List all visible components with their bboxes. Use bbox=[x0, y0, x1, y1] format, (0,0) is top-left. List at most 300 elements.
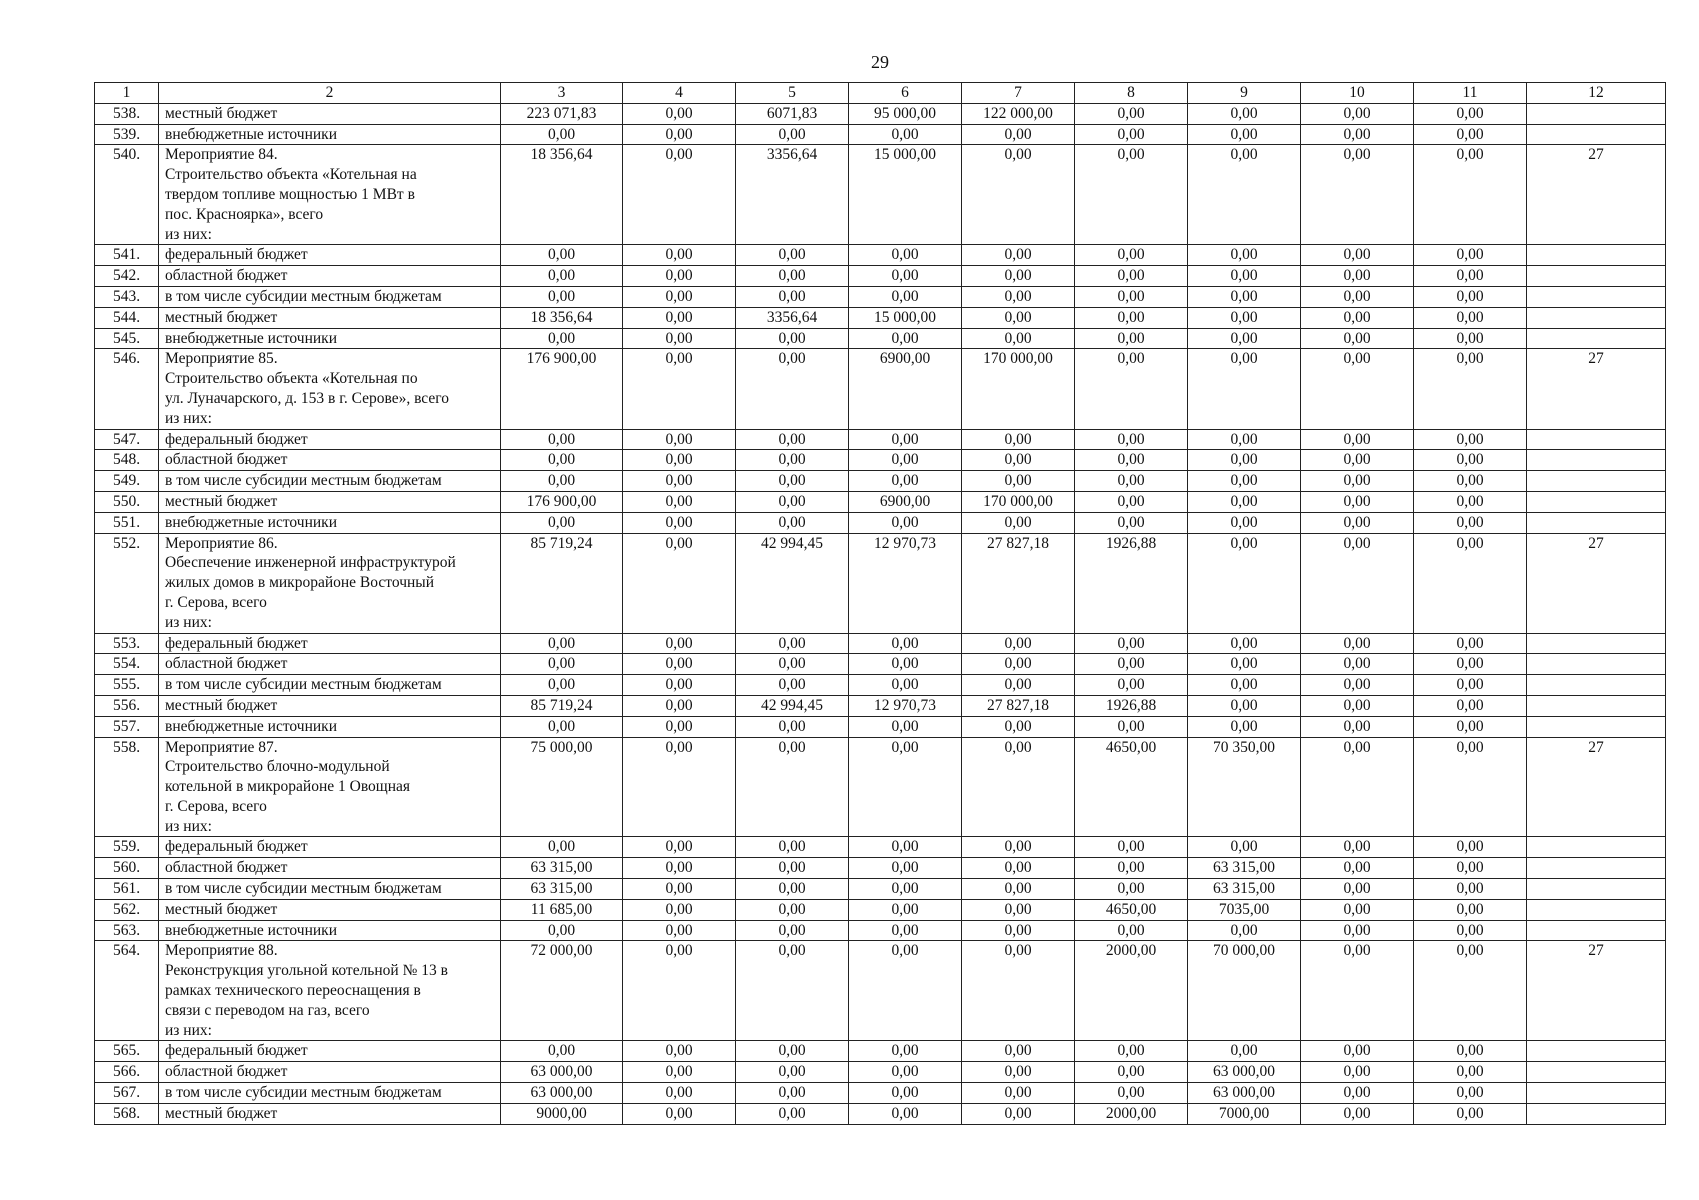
table-row bbox=[95, 349, 1666, 429]
item-name-line: федеральный бюджет bbox=[165, 1042, 308, 1060]
amount-cell: 0,00 bbox=[849, 899, 962, 920]
amount-cell: 0,00 bbox=[1301, 328, 1414, 349]
item-name bbox=[159, 471, 501, 492]
amount-cell: 0,00 bbox=[501, 286, 623, 307]
amount-cell: 0,00 bbox=[623, 941, 736, 1041]
amount-cell: 0,00 bbox=[962, 737, 1075, 837]
item-name-line: внебюджетные источники bbox=[165, 513, 337, 531]
amount-cell: 0,00 bbox=[501, 920, 623, 941]
item-name bbox=[159, 533, 501, 633]
amount-cell: 0,00 bbox=[1414, 858, 1527, 879]
amount-cell: 0,00 bbox=[962, 858, 1075, 879]
amount-cell: 0,00 bbox=[623, 837, 736, 858]
amount-cell: 2000,00 bbox=[1075, 1103, 1188, 1124]
table-row bbox=[95, 633, 1666, 654]
row-number: 552. bbox=[95, 533, 159, 633]
amount-cell: 18 356,64 bbox=[501, 145, 623, 245]
amount-cell: 0,00 bbox=[501, 716, 623, 737]
amount-cell: 0,00 bbox=[501, 654, 623, 675]
item-name-line: из них: bbox=[165, 817, 212, 835]
amount-cell: 0,00 bbox=[623, 879, 736, 900]
amount-cell: 0,00 bbox=[1414, 675, 1527, 696]
column-header: 1 bbox=[95, 83, 159, 104]
row-number: 564. bbox=[95, 941, 159, 1041]
amount-cell: 176 900,00 bbox=[501, 491, 623, 512]
amount-cell: 0,00 bbox=[623, 307, 736, 328]
item-name bbox=[159, 429, 501, 450]
item-name-line: Реконструкция угольной котельной № 13 в bbox=[165, 962, 448, 980]
item-name bbox=[159, 266, 501, 287]
amount-cell: 0,00 bbox=[1188, 145, 1301, 245]
row-number: 548. bbox=[95, 450, 159, 471]
target-ref-cell: 27 bbox=[1527, 533, 1666, 633]
table-row bbox=[95, 471, 1666, 492]
amount-cell: 63 315,00 bbox=[1188, 879, 1301, 900]
item-name-line: Строительство блочно-модульной bbox=[165, 758, 390, 776]
amount-cell: 70 000,00 bbox=[1188, 941, 1301, 1041]
amount-cell: 0,00 bbox=[962, 654, 1075, 675]
amount-cell: 0,00 bbox=[623, 920, 736, 941]
target-ref-cell bbox=[1527, 675, 1666, 696]
amount-cell: 0,00 bbox=[1414, 737, 1527, 837]
table-row bbox=[95, 1041, 1666, 1062]
amount-cell: 0,00 bbox=[623, 471, 736, 492]
amount-cell: 0,00 bbox=[962, 941, 1075, 1041]
amount-cell: 0,00 bbox=[1414, 286, 1527, 307]
amount-cell: 0,00 bbox=[1188, 471, 1301, 492]
amount-cell: 0,00 bbox=[1075, 471, 1188, 492]
row-number: 546. bbox=[95, 349, 159, 429]
target-ref-cell: 27 bbox=[1527, 941, 1666, 1041]
amount-cell: 0,00 bbox=[849, 920, 962, 941]
amount-cell: 0,00 bbox=[736, 328, 849, 349]
table-row bbox=[95, 266, 1666, 287]
amount-cell: 122 000,00 bbox=[962, 103, 1075, 124]
amount-cell: 0,00 bbox=[1301, 1103, 1414, 1124]
table-row bbox=[95, 695, 1666, 716]
amount-cell: 0,00 bbox=[962, 124, 1075, 145]
column-header: 9 bbox=[1188, 83, 1301, 104]
amount-cell: 0,00 bbox=[1188, 245, 1301, 266]
amount-cell: 95 000,00 bbox=[849, 103, 962, 124]
amount-cell: 0,00 bbox=[1075, 675, 1188, 696]
table-row bbox=[95, 245, 1666, 266]
item-name-line: областной бюджет bbox=[165, 451, 288, 469]
amount-cell: 0,00 bbox=[623, 675, 736, 696]
amount-cell: 0,00 bbox=[1075, 450, 1188, 471]
target-ref-cell: 27 bbox=[1527, 349, 1666, 429]
row-number: 547. bbox=[95, 429, 159, 450]
amount-cell: 0,00 bbox=[501, 245, 623, 266]
table-row bbox=[95, 328, 1666, 349]
amount-cell: 0,00 bbox=[736, 716, 849, 737]
amount-cell: 15 000,00 bbox=[849, 307, 962, 328]
item-name-line: из них: bbox=[165, 1021, 212, 1039]
amount-cell: 0,00 bbox=[1301, 533, 1414, 633]
target-ref-cell bbox=[1527, 245, 1666, 266]
amount-cell: 0,00 bbox=[623, 716, 736, 737]
amount-cell: 176 900,00 bbox=[501, 349, 623, 429]
amount-cell: 0,00 bbox=[736, 654, 849, 675]
target-ref-cell bbox=[1527, 633, 1666, 654]
amount-cell: 0,00 bbox=[1414, 124, 1527, 145]
table-row bbox=[95, 837, 1666, 858]
amount-cell: 0,00 bbox=[1075, 1062, 1188, 1083]
table-row bbox=[95, 286, 1666, 307]
amount-cell: 0,00 bbox=[501, 675, 623, 696]
table-header-row bbox=[95, 83, 1666, 104]
amount-cell: 0,00 bbox=[1188, 675, 1301, 696]
amount-cell: 0,00 bbox=[623, 245, 736, 266]
amount-cell: 6900,00 bbox=[849, 349, 962, 429]
target-ref-cell bbox=[1527, 307, 1666, 328]
amount-cell: 0,00 bbox=[623, 737, 736, 837]
amount-cell: 0,00 bbox=[1075, 1041, 1188, 1062]
item-name-line: Мероприятие 88. bbox=[165, 942, 278, 960]
column-header: 3 bbox=[501, 83, 623, 104]
item-name bbox=[159, 899, 501, 920]
row-number: 566. bbox=[95, 1062, 159, 1083]
amount-cell: 63 315,00 bbox=[501, 858, 623, 879]
amount-cell: 0,00 bbox=[962, 450, 1075, 471]
item-name bbox=[159, 1083, 501, 1104]
amount-cell: 12 970,73 bbox=[849, 695, 962, 716]
table-row bbox=[95, 512, 1666, 533]
row-number: 556. bbox=[95, 695, 159, 716]
amount-cell: 0,00 bbox=[1188, 512, 1301, 533]
amount-cell: 0,00 bbox=[1414, 103, 1527, 124]
target-ref-cell bbox=[1527, 103, 1666, 124]
amount-cell: 0,00 bbox=[1414, 941, 1527, 1041]
target-ref-cell bbox=[1527, 654, 1666, 675]
target-ref-cell bbox=[1527, 837, 1666, 858]
amount-cell: 0,00 bbox=[623, 145, 736, 245]
amount-cell: 0,00 bbox=[1075, 429, 1188, 450]
amount-cell: 0,00 bbox=[736, 286, 849, 307]
item-name-line: г. Серова, всего bbox=[165, 797, 267, 815]
amount-cell: 0,00 bbox=[1414, 1041, 1527, 1062]
amount-cell: 72 000,00 bbox=[501, 941, 623, 1041]
amount-cell: 0,00 bbox=[962, 307, 1075, 328]
amount-cell: 0,00 bbox=[962, 1041, 1075, 1062]
amount-cell: 27 827,18 bbox=[962, 533, 1075, 633]
amount-cell: 0,00 bbox=[1075, 307, 1188, 328]
amount-cell: 0,00 bbox=[1301, 349, 1414, 429]
amount-cell: 0,00 bbox=[736, 450, 849, 471]
amount-cell: 0,00 bbox=[1188, 429, 1301, 450]
amount-cell: 0,00 bbox=[736, 633, 849, 654]
amount-cell: 0,00 bbox=[1414, 145, 1527, 245]
item-name-line: областной бюджет bbox=[165, 859, 288, 877]
item-name-line: федеральный бюджет bbox=[165, 838, 308, 856]
amount-cell: 0,00 bbox=[962, 1103, 1075, 1124]
row-number: 567. bbox=[95, 1083, 159, 1104]
amount-cell: 27 827,18 bbox=[962, 695, 1075, 716]
amount-cell: 0,00 bbox=[849, 633, 962, 654]
column-header: 11 bbox=[1414, 83, 1527, 104]
amount-cell: 0,00 bbox=[1188, 837, 1301, 858]
amount-cell: 63 000,00 bbox=[501, 1062, 623, 1083]
amount-cell: 0,00 bbox=[736, 941, 849, 1041]
amount-cell: 223 071,83 bbox=[501, 103, 623, 124]
amount-cell: 85 719,24 bbox=[501, 533, 623, 633]
amount-cell: 0,00 bbox=[1188, 450, 1301, 471]
amount-cell: 0,00 bbox=[849, 1041, 962, 1062]
amount-cell: 0,00 bbox=[849, 654, 962, 675]
amount-cell: 0,00 bbox=[1301, 837, 1414, 858]
amount-cell: 63 315,00 bbox=[501, 879, 623, 900]
amount-cell: 0,00 bbox=[1414, 654, 1527, 675]
item-name-line: местный бюджет bbox=[165, 308, 278, 326]
table-row bbox=[95, 737, 1666, 837]
amount-cell: 0,00 bbox=[1075, 633, 1188, 654]
item-name bbox=[159, 879, 501, 900]
target-ref-cell: 27 bbox=[1527, 737, 1666, 837]
item-name bbox=[159, 858, 501, 879]
amount-cell: 0,00 bbox=[1301, 675, 1414, 696]
amount-cell: 0,00 bbox=[623, 1062, 736, 1083]
amount-cell: 0,00 bbox=[736, 1041, 849, 1062]
target-ref-cell bbox=[1527, 266, 1666, 287]
target-ref-cell bbox=[1527, 491, 1666, 512]
amount-cell: 0,00 bbox=[1075, 512, 1188, 533]
target-ref-cell bbox=[1527, 471, 1666, 492]
amount-cell: 0,00 bbox=[849, 266, 962, 287]
amount-cell: 0,00 bbox=[1075, 328, 1188, 349]
table-row bbox=[95, 899, 1666, 920]
amount-cell: 0,00 bbox=[1414, 328, 1527, 349]
amount-cell: 0,00 bbox=[1414, 307, 1527, 328]
item-name-line: внебюджетные источники bbox=[165, 125, 337, 143]
item-name-line: Мероприятие 85. bbox=[165, 350, 278, 368]
item-name-line: из них: bbox=[165, 613, 212, 631]
amount-cell: 0,00 bbox=[1414, 512, 1527, 533]
amount-cell: 0,00 bbox=[1075, 124, 1188, 145]
amount-cell: 0,00 bbox=[736, 1083, 849, 1104]
column-header: 4 bbox=[623, 83, 736, 104]
amount-cell: 0,00 bbox=[1414, 533, 1527, 633]
amount-cell: 0,00 bbox=[962, 716, 1075, 737]
item-name-line: внебюджетные источники bbox=[165, 717, 337, 735]
amount-cell: 0,00 bbox=[736, 471, 849, 492]
item-name bbox=[159, 103, 501, 124]
table-row bbox=[95, 941, 1666, 1041]
item-name-line: в том числе субсидии местным бюджетам bbox=[165, 676, 442, 694]
amount-cell: 0,00 bbox=[1075, 837, 1188, 858]
amount-cell: 85 719,24 bbox=[501, 695, 623, 716]
amount-cell: 0,00 bbox=[623, 450, 736, 471]
row-number: 541. bbox=[95, 245, 159, 266]
target-ref-cell bbox=[1527, 858, 1666, 879]
amount-cell: 1926,88 bbox=[1075, 695, 1188, 716]
amount-cell: 0,00 bbox=[623, 654, 736, 675]
amount-cell: 0,00 bbox=[1188, 920, 1301, 941]
amount-cell: 0,00 bbox=[1414, 1083, 1527, 1104]
amount-cell: 0,00 bbox=[623, 103, 736, 124]
amount-cell: 0,00 bbox=[501, 266, 623, 287]
item-name-line: Строительство объекта «Котельная на bbox=[165, 166, 417, 184]
item-name-line: твердом топливе мощностью 1 МВт в bbox=[165, 185, 415, 203]
amount-cell: 0,00 bbox=[1301, 899, 1414, 920]
item-name bbox=[159, 716, 501, 737]
amount-cell: 0,00 bbox=[623, 1041, 736, 1062]
amount-cell: 4650,00 bbox=[1075, 899, 1188, 920]
amount-cell: 0,00 bbox=[623, 899, 736, 920]
item-name-line: Мероприятие 86. bbox=[165, 534, 278, 552]
amount-cell: 0,00 bbox=[736, 491, 849, 512]
amount-cell: 0,00 bbox=[962, 920, 1075, 941]
amount-cell: 0,00 bbox=[1188, 103, 1301, 124]
amount-cell: 0,00 bbox=[1301, 245, 1414, 266]
amount-cell: 0,00 bbox=[1414, 716, 1527, 737]
amount-cell: 15 000,00 bbox=[849, 145, 962, 245]
target-ref-cell bbox=[1527, 286, 1666, 307]
amount-cell: 4650,00 bbox=[1075, 737, 1188, 837]
item-name-line: Мероприятие 87. bbox=[165, 738, 278, 756]
item-name-line: местный бюджет bbox=[165, 1104, 278, 1122]
amount-cell: 0,00 bbox=[1188, 349, 1301, 429]
amount-cell: 12 970,73 bbox=[849, 533, 962, 633]
table-row bbox=[95, 654, 1666, 675]
amount-cell: 0,00 bbox=[1301, 920, 1414, 941]
item-name bbox=[159, 737, 501, 837]
amount-cell: 0,00 bbox=[1188, 1041, 1301, 1062]
amount-cell: 0,00 bbox=[1075, 286, 1188, 307]
amount-cell: 0,00 bbox=[1188, 633, 1301, 654]
amount-cell: 0,00 bbox=[736, 429, 849, 450]
amount-cell: 0,00 bbox=[962, 512, 1075, 533]
row-number: 543. bbox=[95, 286, 159, 307]
amount-cell: 0,00 bbox=[623, 124, 736, 145]
item-name-line: федеральный бюджет bbox=[165, 246, 308, 264]
amount-cell: 0,00 bbox=[1301, 1041, 1414, 1062]
row-number: 558. bbox=[95, 737, 159, 837]
amount-cell: 0,00 bbox=[849, 471, 962, 492]
row-number: 559. bbox=[95, 837, 159, 858]
amount-cell: 63 000,00 bbox=[1188, 1083, 1301, 1104]
amount-cell: 0,00 bbox=[849, 941, 962, 1041]
amount-cell: 3356,64 bbox=[736, 145, 849, 245]
amount-cell: 0,00 bbox=[962, 266, 1075, 287]
amount-cell: 0,00 bbox=[736, 737, 849, 837]
amount-cell: 0,00 bbox=[1075, 103, 1188, 124]
amount-cell: 0,00 bbox=[1301, 266, 1414, 287]
item-name-line: Строительство объекта «Котельная по bbox=[165, 370, 418, 388]
amount-cell: 0,00 bbox=[736, 675, 849, 696]
amount-cell: 0,00 bbox=[849, 1083, 962, 1104]
amount-cell: 0,00 bbox=[736, 245, 849, 266]
table-row bbox=[95, 1083, 1666, 1104]
item-name bbox=[159, 450, 501, 471]
target-ref-cell bbox=[1527, 429, 1666, 450]
item-name-line: в том числе субсидии местным бюджетам bbox=[165, 880, 442, 898]
amount-cell: 0,00 bbox=[1301, 654, 1414, 675]
item-name bbox=[159, 491, 501, 512]
amount-cell: 0,00 bbox=[623, 1103, 736, 1124]
amount-cell: 0,00 bbox=[1414, 920, 1527, 941]
amount-cell: 0,00 bbox=[1414, 1103, 1527, 1124]
amount-cell: 0,00 bbox=[623, 633, 736, 654]
amount-cell: 1926,88 bbox=[1075, 533, 1188, 633]
amount-cell: 0,00 bbox=[501, 837, 623, 858]
row-number: 544. bbox=[95, 307, 159, 328]
item-name-line: областной бюджет bbox=[165, 655, 288, 673]
amount-cell: 63 000,00 bbox=[501, 1083, 623, 1104]
amount-cell: 0,00 bbox=[736, 879, 849, 900]
amount-cell: 6071,83 bbox=[736, 103, 849, 124]
item-name-line: жилых домов в микрорайоне Восточный bbox=[165, 574, 434, 592]
table-row bbox=[95, 491, 1666, 512]
target-ref-cell bbox=[1527, 716, 1666, 737]
row-number: 568. bbox=[95, 1103, 159, 1124]
item-name-line: в том числе субсидии местным бюджетам bbox=[165, 287, 442, 305]
item-name-line: Обеспечение инженерной инфраструктурой bbox=[165, 554, 456, 572]
amount-cell: 0,00 bbox=[623, 695, 736, 716]
amount-cell: 0,00 bbox=[849, 1062, 962, 1083]
item-name-line: местный бюджет bbox=[165, 900, 278, 918]
amount-cell: 0,00 bbox=[1301, 737, 1414, 837]
item-name bbox=[159, 349, 501, 429]
target-ref-cell bbox=[1527, 879, 1666, 900]
amount-cell: 0,00 bbox=[962, 1083, 1075, 1104]
amount-cell: 0,00 bbox=[1301, 450, 1414, 471]
item-name bbox=[159, 695, 501, 716]
item-name bbox=[159, 124, 501, 145]
amount-cell: 0,00 bbox=[623, 858, 736, 879]
amount-cell: 0,00 bbox=[736, 124, 849, 145]
amount-cell: 0,00 bbox=[1301, 286, 1414, 307]
item-name-line: в том числе субсидии местным бюджетам bbox=[165, 472, 442, 490]
column-header: 7 bbox=[962, 83, 1075, 104]
row-number: 538. bbox=[95, 103, 159, 124]
amount-cell: 0,00 bbox=[1301, 633, 1414, 654]
amount-cell: 9000,00 bbox=[501, 1103, 623, 1124]
amount-cell: 0,00 bbox=[1075, 1083, 1188, 1104]
amount-cell: 63 000,00 bbox=[1188, 1062, 1301, 1083]
amount-cell: 170 000,00 bbox=[962, 349, 1075, 429]
row-number: 554. bbox=[95, 654, 159, 675]
table-row bbox=[95, 124, 1666, 145]
amount-cell: 0,00 bbox=[736, 512, 849, 533]
amount-cell: 0,00 bbox=[849, 737, 962, 837]
amount-cell: 0,00 bbox=[962, 675, 1075, 696]
target-ref-cell bbox=[1527, 328, 1666, 349]
amount-cell: 0,00 bbox=[962, 328, 1075, 349]
item-name-line: пос. Красноярка», всего bbox=[165, 205, 324, 223]
budget-table bbox=[94, 82, 1666, 1125]
item-name-line: федеральный бюджет bbox=[165, 634, 308, 652]
amount-cell: 0,00 bbox=[849, 716, 962, 737]
amount-cell: 0,00 bbox=[736, 858, 849, 879]
amount-cell: 0,00 bbox=[849, 245, 962, 266]
column-header: 6 bbox=[849, 83, 962, 104]
item-name bbox=[159, 675, 501, 696]
amount-cell: 0,00 bbox=[623, 429, 736, 450]
amount-cell: 0,00 bbox=[1301, 145, 1414, 245]
table-row bbox=[95, 858, 1666, 879]
amount-cell: 0,00 bbox=[849, 858, 962, 879]
row-number: 545. bbox=[95, 328, 159, 349]
column-header: 8 bbox=[1075, 83, 1188, 104]
row-number: 565. bbox=[95, 1041, 159, 1062]
amount-cell: 0,00 bbox=[1075, 245, 1188, 266]
amount-cell: 42 994,45 bbox=[736, 695, 849, 716]
amount-cell: 0,00 bbox=[501, 450, 623, 471]
amount-cell: 7000,00 bbox=[1188, 1103, 1301, 1124]
amount-cell: 0,00 bbox=[1075, 266, 1188, 287]
target-ref-cell bbox=[1527, 450, 1666, 471]
amount-cell: 0,00 bbox=[1188, 533, 1301, 633]
